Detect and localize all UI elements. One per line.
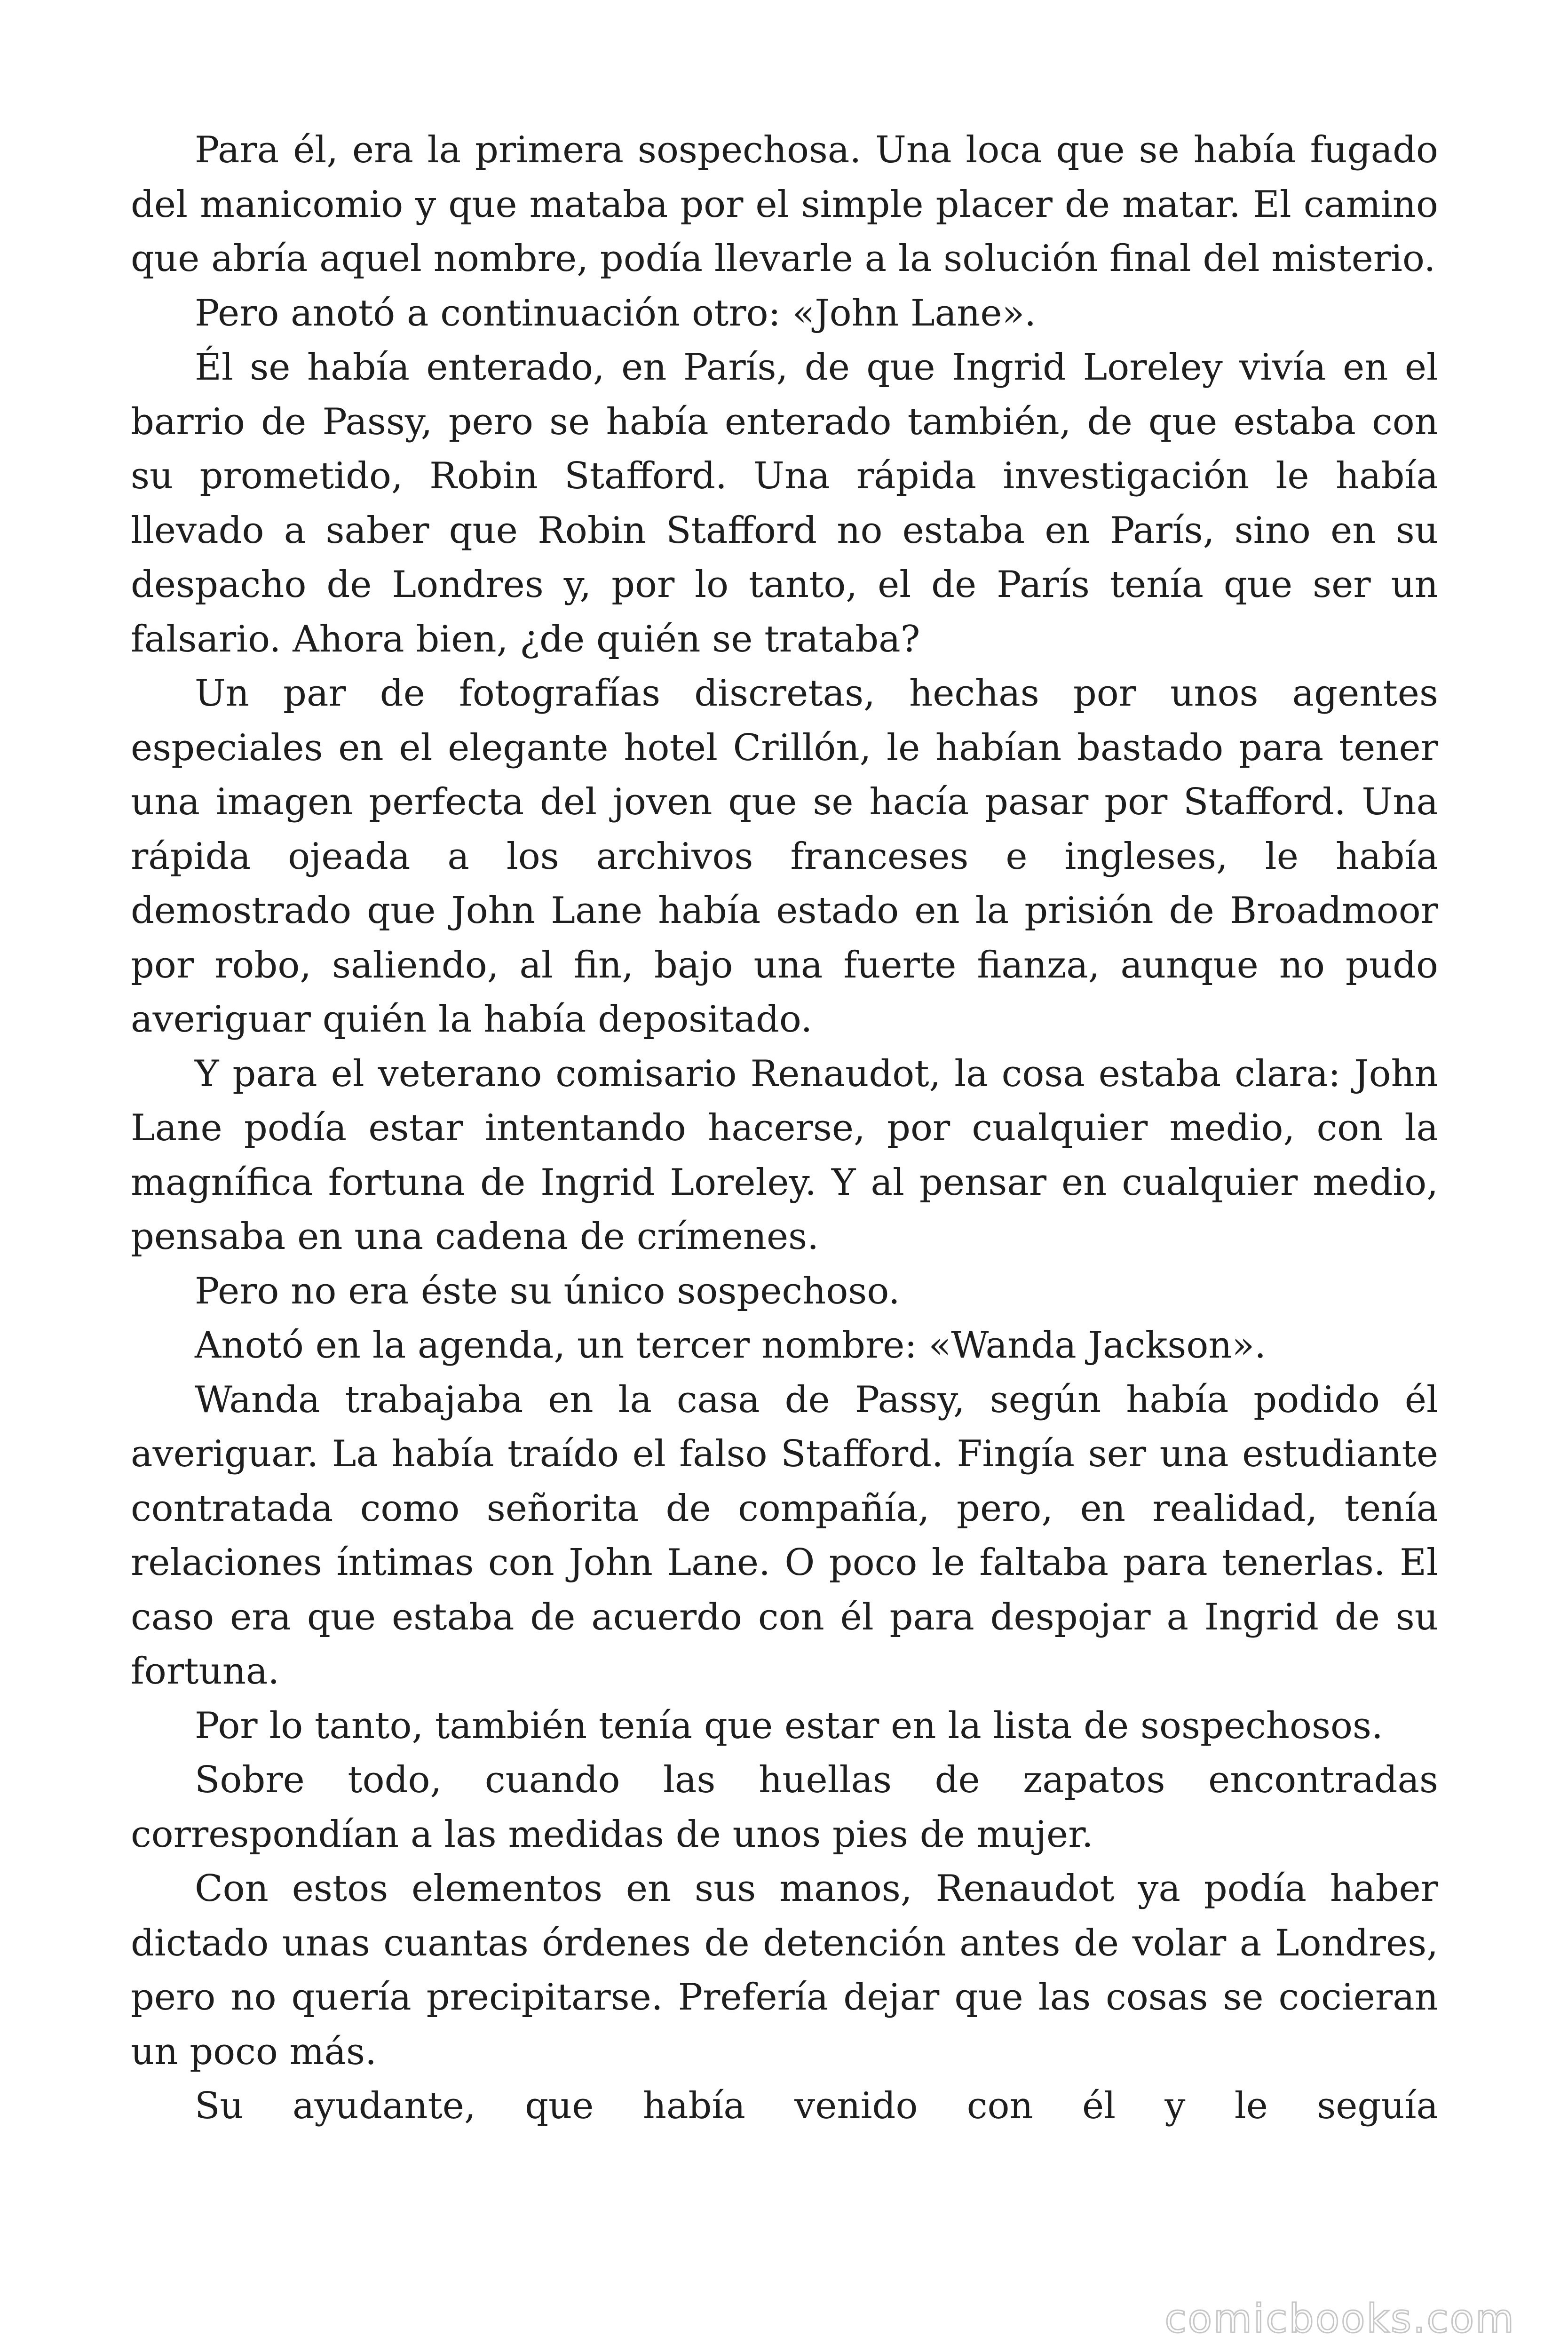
paragraph: Pero anotó a continuación otro: «John Lane». <box>195 292 1037 334</box>
paragraph: Wanda trabajaba en la casa de Passy, según había podido él averiguar. La había traído el falso Stafford. Fingía ser una estudiante contratada como señorita de compañía, pero, en realidad, tenía relaciones íntimas con John Lane. O poco le faltaba para tenerlas. El caso era que estaba de acuerdo con él para despojar a Ingrid de su fortuna. <box>131 1378 1438 1692</box>
paragraph: Un par de fotografías discretas, hechas por unos agentes especiales en el elegante hotel Crillón, le habían bastado para tener una imagen perfecta del joven que se hacía pasar por Stafford. Una rápida ojeada a los archivos franceses e ingleses, le había demostrado que John Lane había estado en la prisión de Broadmoor por robo, saliendo, al fin, bajo una fuerte fianza, aunque no pudo averiguar quién la había depositado. <box>131 672 1438 1041</box>
paragraph: Anotó en la agenda, un tercer nombre: «Wanda Jackson». <box>195 1324 1267 1367</box>
page-body-text <box>131 123 1438 2134</box>
watermark: comicbooks.com <box>1164 2296 1515 2342</box>
paragraph: Él se había enterado, en París, de que Ingrid Loreley vivía en el barrio de Passy, pero se había enterado también, de que estaba con su prometido, Robin Stafford. Una rápida investigación le había llevado a saber que Robin Stafford no estaba en París, sino en su despacho de Londres y, por lo tanto, el de París tenía que ser un falsario. Ahora bien, ¿de quién se trataba? <box>131 346 1438 660</box>
paragraph: Sobre todo, cuando las huellas de zapatos encontradas correspondían a las medidas de unos pies de mujer. <box>131 1759 1438 1856</box>
paragraph: Por lo tanto, también tenía que estar en la lista de sospechosos. <box>195 1704 1383 1747</box>
paragraph: Y para el veterano comisario Renaudot, la cosa estaba clara: John Lane podía estar intentando hacerse, por cualquier medio, con la magnífica fortuna de Ingrid Loreley. Y al pensar en cualquier medio, pensaba en una cadena de crímenes. <box>131 1052 1438 1258</box>
paragraph: Para él, era la primera sospechosa. Una loca que se había fugado del manicomio y que mataba por el simple placer de matar. El camino que abría aquel nombre, podía llevarle a la solución final del misterio. <box>131 129 1438 280</box>
paragraph-continued: Su ayudante, que había venido con él y le seguía <box>195 2085 1438 2127</box>
paragraph: Pero no era éste su único sospechoso. <box>195 1270 900 1312</box>
paragraph: Con estos elementos en sus manos, Renaudot ya podía haber dictado unas cuantas órdenes de detención antes de volar a Londres, pero no quería precipitarse. Prefería dejar que las cosas se cocieran un poco más. <box>131 1867 1438 2073</box>
